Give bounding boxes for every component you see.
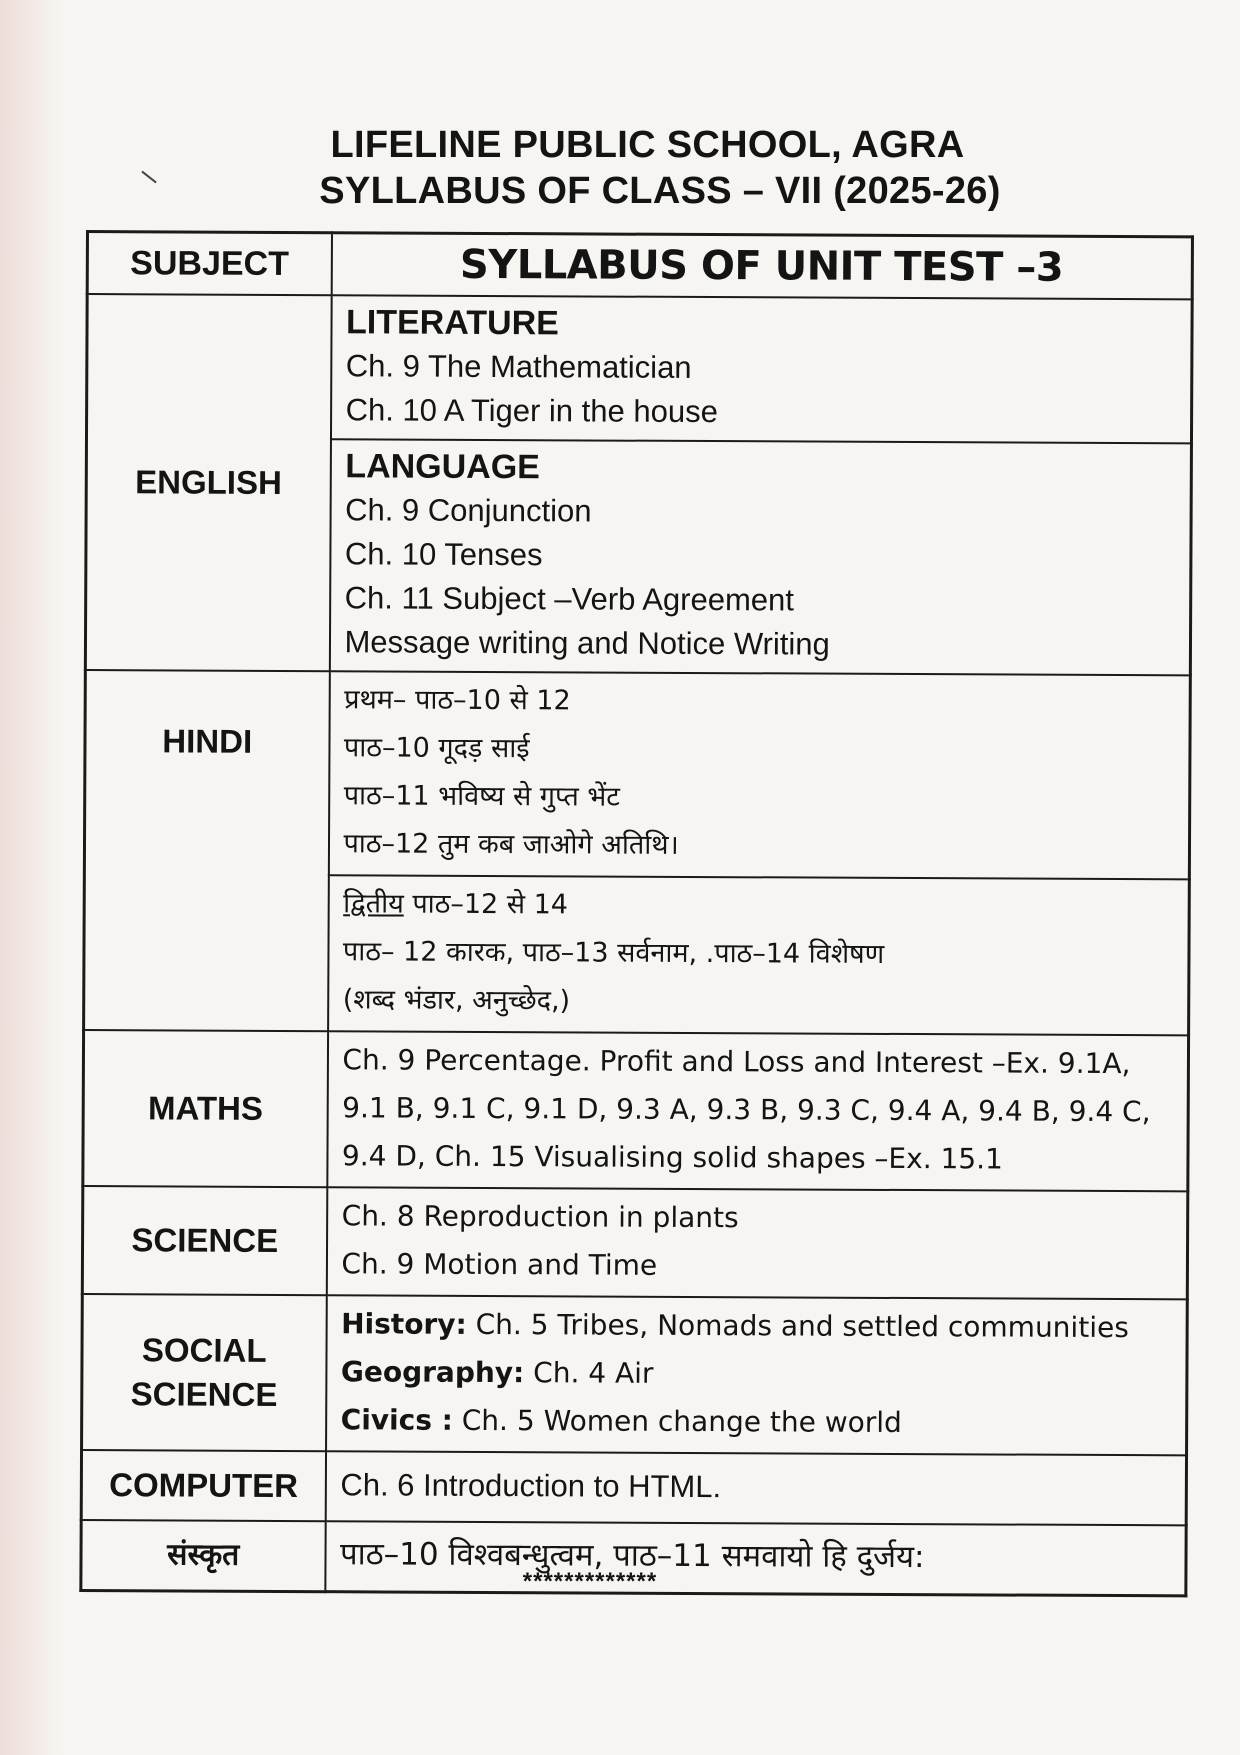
subject-computer: COMPUTER xyxy=(81,1450,325,1521)
english-literature-cell xyxy=(330,295,1192,443)
list-item xyxy=(341,1396,1172,1448)
list-item: प्रथम– पाठ–10 से 12 xyxy=(344,684,571,717)
list-item: Ch. 10 Tenses xyxy=(344,536,543,573)
table-row xyxy=(82,1294,1188,1455)
document-title: SYLLABUS OF CLASS – VII (2025-26) xyxy=(319,170,1001,212)
subject-sanskrit: संस्कृत xyxy=(81,1520,325,1592)
list-item: 9.4 D, Ch. 15 Visualising solid shapes –Ex. 15.1 xyxy=(341,1139,1003,1176)
civics-text: Ch. 5 Women change the world xyxy=(452,1403,902,1440)
list-item: Ch. 6 Introduction to HTML. xyxy=(340,1467,722,1505)
hindi-part2-range: पाठ–12 से 14 xyxy=(403,888,569,921)
list-item: पाठ–10 गूदड़ साई xyxy=(343,732,530,765)
subject-maths: MATHS xyxy=(83,1030,328,1187)
list-item: (शब्द भंडार, अनुच्छेद,) xyxy=(342,984,571,1017)
list-item: Ch. 9 Percentage. Profit and Loss and Interest –Ex. 9.1A, xyxy=(342,1043,1131,1081)
table-row xyxy=(82,1186,1188,1299)
list-item xyxy=(343,880,1174,932)
list-item: Message writing and Notice Writing xyxy=(344,624,830,662)
list-item: Ch. 9 The Mathematician xyxy=(345,348,692,385)
list-item: 9.1 B, 9.1 C, 9.1 D, 9.3 A, 9.3 B, 9.3 C, 9.4 A, 9.4 B, 9.4 C, xyxy=(342,1091,1151,1129)
list-item: पाठ–12 तुम कब जाओगे अतिथि। xyxy=(343,828,679,861)
social-science-cell xyxy=(326,1295,1188,1455)
computer-cell xyxy=(325,1451,1186,1525)
geography-label: Geography: xyxy=(340,1355,525,1390)
footer-separator: ************* xyxy=(522,1568,658,1595)
syllabus-column-header: SYLLABUS OF UNIT TEST –3 xyxy=(331,233,1192,300)
school-name: LIFELINE PUBLIC SCHOOL, AGRA xyxy=(330,124,965,166)
language-label: LANGUAGE xyxy=(345,447,541,487)
subject-social-science xyxy=(82,1294,327,1451)
table-row xyxy=(83,1030,1189,1191)
subject-column-header: SUBJECT xyxy=(87,232,331,296)
list-item: Ch. 10 A Tiger in the house xyxy=(345,392,718,430)
subject-social-line2: SCIENCE xyxy=(130,1375,278,1413)
table-row xyxy=(86,294,1192,443)
civics-label: Civics : xyxy=(340,1403,453,1437)
subject-english: ENGLISH xyxy=(85,294,331,671)
subject-social-line1: SOCIAL xyxy=(141,1331,267,1369)
list-item: Ch. 11 Subject –Verb Agreement xyxy=(344,580,795,618)
hindi-part1-cell xyxy=(328,671,1190,879)
history-text: Ch. 5 Tribes, Nomads and settled communities xyxy=(466,1307,1129,1345)
list-item: Ch. 8 Reproduction in plants xyxy=(341,1199,739,1235)
list-item: Ch. 9 Motion and Time xyxy=(341,1247,658,1282)
list-item: पाठ– 12 कारक, पाठ–13 सर्वनाम, .पाठ–14 विशेषण xyxy=(342,936,885,970)
list-item: पाठ–11 भविष्य से गुप्त भेंट xyxy=(343,780,620,813)
list-item: Ch. 9 Conjunction xyxy=(345,492,592,529)
hindi-part2-label: द्वितीय xyxy=(343,888,404,920)
subject-science: SCIENCE xyxy=(82,1186,327,1295)
list-item xyxy=(341,1348,1172,1400)
hindi-part2-cell xyxy=(328,875,1190,1035)
literature-label: LITERATURE xyxy=(345,303,559,343)
maths-cell xyxy=(327,1031,1189,1191)
sanskrit-cell: पाठ–10 विश्वबन्धुत्वम, पाठ–11 समवायो हि दुर्जय: xyxy=(325,1521,1186,1596)
science-cell xyxy=(326,1187,1188,1299)
document-header xyxy=(0,122,1240,214)
table-header-row xyxy=(87,232,1192,300)
geography-text: Ch. 4 Air xyxy=(524,1356,654,1390)
table-row xyxy=(84,670,1190,879)
english-language-cell xyxy=(329,439,1191,675)
syllabus-table xyxy=(79,230,1194,1597)
history-label: History: xyxy=(341,1307,467,1341)
page-edge-shadow xyxy=(0,0,60,1755)
table-row xyxy=(81,1450,1186,1525)
subject-hindi: HINDI xyxy=(84,670,330,1031)
list-item xyxy=(341,1300,1172,1352)
